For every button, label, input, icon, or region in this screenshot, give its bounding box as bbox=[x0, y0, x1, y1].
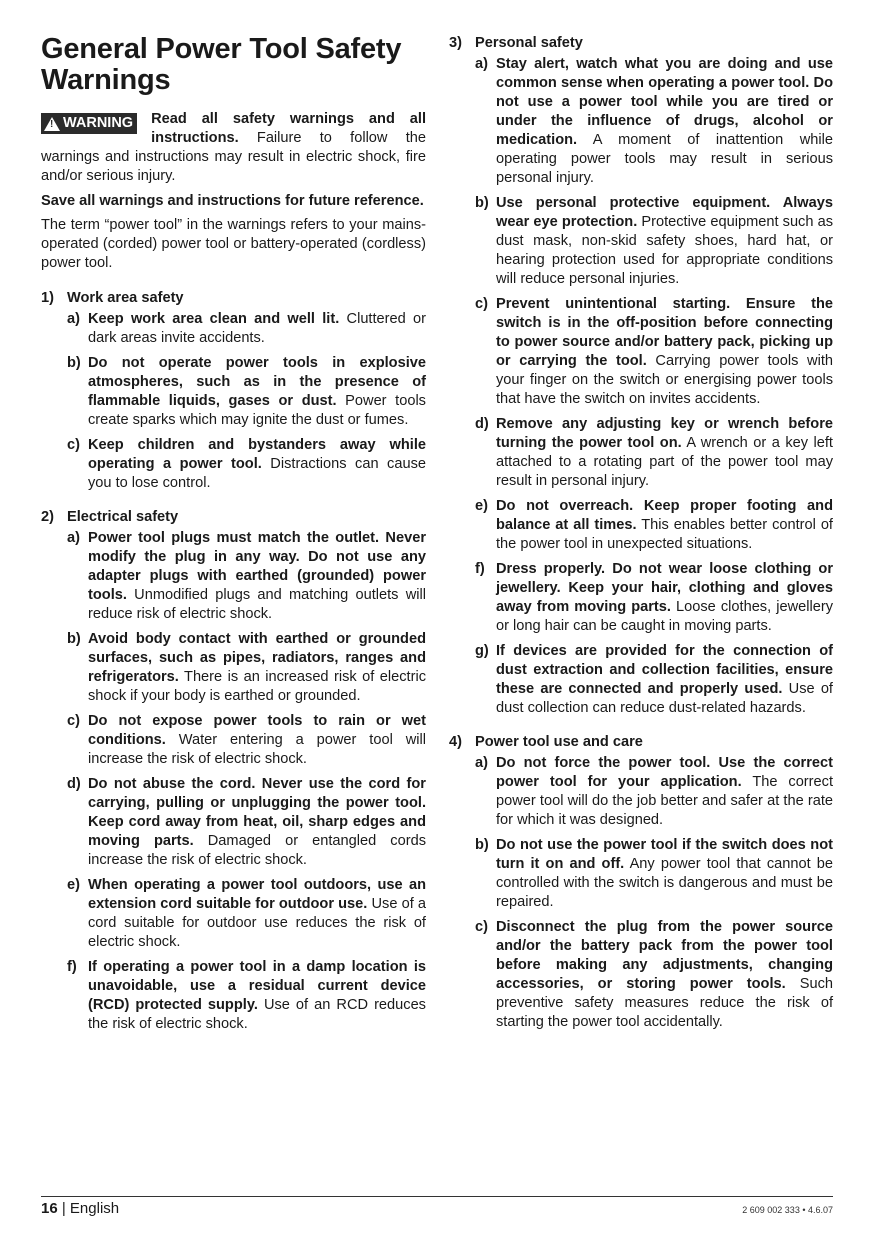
item-letter: c) bbox=[67, 713, 80, 729]
save-instructions: Save all warnings and instructions for future reference. bbox=[41, 193, 424, 209]
section-personal bbox=[449, 34, 833, 718]
list-item bbox=[475, 560, 833, 636]
item-bold-text: If operating a power tool in a damp location is unavoidable, use a residual current device (RCD) protected supply. bbox=[88, 959, 426, 1013]
item-text: The correct power tool will do the job better and safer at the rate for which it was designed. bbox=[496, 774, 833, 828]
list-item bbox=[67, 630, 426, 706]
list-item bbox=[67, 775, 426, 870]
item-text: Use of an RCD reduces the risk of electric shock. bbox=[88, 997, 426, 1032]
section-work-area bbox=[41, 289, 426, 493]
item-text: There is an increased risk of electric shock if your body is earthed or grounded. bbox=[88, 669, 426, 704]
list-item bbox=[475, 754, 833, 830]
item-bold-text: When operating a power tool outdoors, use an extension cord suitable for outdoor use. bbox=[88, 877, 426, 912]
list-item bbox=[67, 436, 426, 493]
item-bold-text: Stay alert, watch what you are doing and use common sense when operating a power tool. Do not use a power tool while you are tired or under the influence of drugs, alcohol or medication. bbox=[496, 56, 833, 148]
item-text: This enables better control of the power tool in unexpected situations. bbox=[496, 517, 833, 552]
page-number: 16 bbox=[41, 1200, 58, 1217]
item-text: Damaged or entangled cords increase the risk of electric shock. bbox=[88, 833, 426, 868]
item-text: A wrench or a key left attached to a rotating part of the power tool may result in personal injury. bbox=[496, 435, 833, 489]
warning-intro bbox=[41, 110, 426, 186]
list-item bbox=[67, 529, 426, 624]
section-number: 4) bbox=[449, 734, 462, 750]
right-column bbox=[449, 34, 833, 1047]
item-bold-text: Remove any adjusting key or wrench before turning the power tool on. bbox=[496, 416, 833, 451]
section-heading bbox=[449, 733, 833, 752]
item-letter: c) bbox=[67, 437, 80, 453]
item-letter: f) bbox=[67, 959, 77, 975]
footer-separator: | bbox=[57, 1200, 70, 1217]
section-title: Personal safety bbox=[475, 35, 583, 51]
item-text: A moment of inattention while operating power tools may result in serious personal injury. bbox=[496, 132, 833, 186]
section-tool-use bbox=[449, 733, 833, 1032]
item-text: Loose clothes, jewellery or long hair can be caught in moving parts. bbox=[496, 599, 833, 634]
section-title: Work area safety bbox=[67, 290, 184, 306]
warning-symbol: ! bbox=[50, 118, 54, 130]
list-item bbox=[67, 958, 426, 1034]
warning-label: WARNING bbox=[63, 115, 134, 131]
item-letter: b) bbox=[475, 837, 489, 853]
item-letter: a) bbox=[475, 56, 488, 72]
warning-triangle-icon bbox=[44, 117, 60, 131]
item-bold-text: If devices are provided for the connection of dust extraction and collection facilities, ensure these are connected and properly used. bbox=[496, 643, 833, 697]
list-item bbox=[475, 415, 833, 491]
item-bold-text: Do not overreach. Keep proper footing and balance at all times. bbox=[496, 498, 833, 533]
list-item bbox=[67, 712, 426, 769]
item-letter: e) bbox=[475, 498, 488, 514]
document-code: 2 609 002 333 • 4.6.07 bbox=[742, 1205, 833, 1215]
item-bold-text: Disconnect the plug from the power source and/or the battery pack from the power tool before making any adjustments, changing accessories, or storing power tools. bbox=[496, 919, 833, 992]
term-definition: The term “power tool” in the warnings refers to your mains-operated (corded) power tool or battery-operated (cordless) power tool. bbox=[41, 217, 426, 271]
page-title: General Power Tool Safety Warnings bbox=[41, 33, 402, 96]
item-letter: a) bbox=[67, 530, 80, 546]
item-letter: d) bbox=[475, 416, 489, 432]
section-heading bbox=[41, 289, 426, 308]
item-letter: f) bbox=[475, 561, 485, 577]
item-text: Use of dust collection can reduce dust-related hazards. bbox=[496, 681, 833, 716]
item-letter: c) bbox=[475, 296, 488, 312]
item-text: Such preventive safety measures reduce the risk of starting the power tool accidentally. bbox=[496, 976, 833, 1030]
item-letter: c) bbox=[475, 919, 488, 935]
item-bold-text: Keep work area clean and well lit. bbox=[88, 311, 340, 327]
warning-intro-text: Failure to follow the warnings and instructions may result in electric shock, fire and/or serious injury. bbox=[41, 130, 426, 184]
section-heading bbox=[41, 508, 426, 527]
item-text: Unmodified plugs and matching outlets will reduce risk of electric shock. bbox=[88, 587, 426, 622]
list-item bbox=[475, 497, 833, 554]
item-bold-text: Do not use the power tool if the switch does not turn it on and off. bbox=[496, 837, 833, 872]
item-bold-text: Do not expose power tools to rain or wet conditions. bbox=[88, 713, 426, 748]
item-bold-text: Do not force the power tool. Use the correct power tool for your application. bbox=[496, 755, 833, 790]
item-text: Power tools create sparks which may ignite the dust or fumes. bbox=[88, 393, 426, 428]
list-item bbox=[475, 836, 833, 912]
footer-language: English bbox=[69, 1200, 120, 1217]
section-title: Power tool use and care bbox=[475, 734, 643, 750]
list-item bbox=[475, 55, 833, 188]
item-letter: a) bbox=[67, 311, 80, 327]
warning-intro-bold: Read all safety warnings and all instructions. bbox=[151, 111, 426, 146]
item-bold-text: Do not operate power tools in explosive atmospheres, such as in the presence of flammable liquids, gases or dust. bbox=[88, 355, 426, 409]
item-letter: d) bbox=[67, 776, 81, 792]
list-item bbox=[67, 876, 426, 952]
item-text: Carrying power tools with your finger on the switch or energising power tools that have the switch on invites accidents. bbox=[496, 353, 833, 407]
list-item bbox=[67, 354, 426, 430]
item-bold-text: Dress properly. Do not wear loose clothing or jewellery. Keep your hair, clothing and gloves away from moving parts. bbox=[496, 561, 833, 615]
left-column bbox=[41, 34, 426, 1049]
list-item bbox=[475, 295, 833, 409]
item-letter: e) bbox=[67, 877, 80, 893]
section-title: Electrical safety bbox=[67, 509, 179, 525]
item-bold-text: Prevent unintentional starting. Ensure the switch is in the off-position before connecting to power source and/or battery pack, picking up or carrying the tool. bbox=[496, 296, 833, 369]
item-bold-text: Power tool plugs must match the outlet. Never modify the plug in any way. Do not use any adapter plugs with earthed (grounded) power tools. bbox=[88, 530, 426, 603]
list-item bbox=[475, 194, 833, 289]
item-text: Cluttered or dark areas invite accidents. bbox=[88, 311, 426, 346]
item-text: Distractions can cause you to lose control. bbox=[88, 456, 426, 491]
item-text: Protective equipment such as dust mask, non-skid safety shoes, hard hat, or hearing protection used for appropriate conditions will reduce personal injuries. bbox=[496, 214, 833, 287]
list-item bbox=[67, 310, 426, 348]
item-letter: b) bbox=[67, 631, 81, 647]
list-item bbox=[475, 642, 833, 718]
item-bold-text: Use personal protective equipment. Always wear eye protection. bbox=[496, 195, 833, 230]
section-number: 2) bbox=[41, 509, 54, 525]
item-text: Water entering a power tool will increase the risk of electric shock. bbox=[88, 732, 426, 767]
item-text: Any power tool that cannot be controlled with the switch is dangerous and must be repaired. bbox=[496, 856, 834, 910]
warning-badge bbox=[41, 113, 137, 134]
item-letter: a) bbox=[475, 755, 488, 771]
item-bold-text: Keep children and bystanders away while operating a power tool. bbox=[88, 437, 426, 472]
section-electrical bbox=[41, 508, 426, 1034]
footer-divider bbox=[41, 1196, 833, 1197]
list-item bbox=[475, 918, 833, 1032]
footer-page-info bbox=[41, 1200, 119, 1218]
section-number: 1) bbox=[41, 290, 54, 306]
item-letter: b) bbox=[67, 355, 81, 371]
item-text: Use of a cord suitable for outdoor use reduces the risk of electric shock. bbox=[88, 896, 427, 950]
item-letter: g) bbox=[475, 643, 489, 659]
section-heading bbox=[449, 34, 833, 53]
item-bold-text: Do not abuse the cord. Never use the cord for carrying, pulling or unplugging the power tool. Keep cord away from heat, oil, sharp edges and moving parts. bbox=[88, 776, 426, 849]
section-number: 3) bbox=[449, 35, 462, 51]
item-letter: b) bbox=[475, 195, 489, 211]
item-bold-text: Avoid body contact with earthed or grounded surfaces, such as pipes, radiators, ranges and refrigerators. bbox=[88, 631, 426, 685]
